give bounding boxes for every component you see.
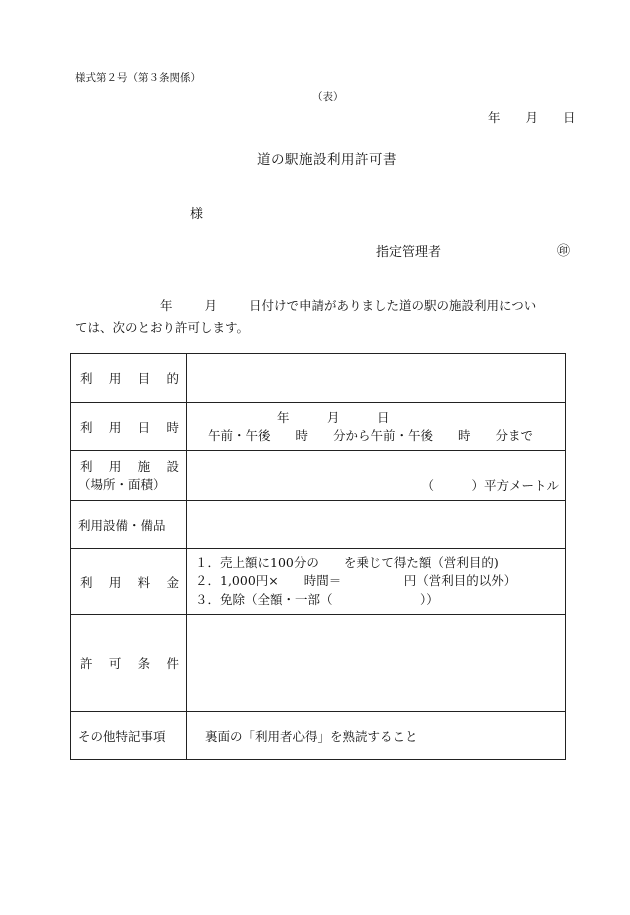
table-row-conditions — [71, 615, 566, 712]
datetime-time-range: 午前・午後 時 分から午前・午後 時 分まで — [208, 427, 534, 443]
intro-day-text: 日付けで申請がありました道の駅の施設利用につい — [249, 298, 537, 313]
facility-value[interactable] — [187, 451, 566, 501]
fee-value[interactable] — [187, 549, 566, 615]
label-char: 用 — [108, 371, 122, 386]
notes-label-text: その他特記事項 — [78, 728, 166, 744]
fee-option-3: ３．免除（全額・一部（ ）） — [195, 591, 439, 607]
notes-text: 裏面の「利用者心得」を熟読すること — [205, 728, 418, 744]
table-row-datetime — [71, 403, 566, 451]
table-row-fee — [71, 549, 566, 615]
fee-option-2: ２．1,000円× 時間＝ 円（営利目的以外） — [195, 573, 517, 589]
table-row-notes — [71, 712, 566, 760]
label-char: 設 — [166, 459, 179, 474]
seal-mark: ㊞ — [557, 244, 571, 259]
fee-label — [71, 549, 187, 615]
table-row-equipment — [71, 501, 566, 549]
label-char: 利 — [80, 459, 93, 474]
document-title: 道の駅施設利用許可書 — [257, 152, 397, 168]
equipment-value[interactable] — [187, 501, 566, 549]
equipment-label-text: 利用設備・備品 — [78, 517, 166, 533]
label-char: 利 — [80, 371, 93, 386]
designated-manager-label: 指定管理者 — [376, 245, 442, 260]
conditions-label — [71, 615, 187, 712]
issue-date: 年 月 日 — [488, 110, 576, 125]
equipment-label — [71, 501, 187, 549]
label-char: 許 — [80, 656, 93, 671]
table-row-purpose — [71, 354, 566, 403]
notes-label — [71, 712, 187, 760]
datetime-value[interactable] — [187, 403, 566, 451]
conditions-value[interactable] — [187, 615, 566, 712]
label-char: 施 — [137, 459, 151, 474]
intro-line-1 — [160, 296, 536, 314]
label-char: 金 — [166, 574, 179, 590]
label-char: 用 — [108, 459, 122, 474]
datetime-date: 年 月 日 — [277, 409, 390, 425]
label-char: 利 — [80, 574, 93, 590]
notes-value — [187, 712, 566, 760]
label-char: 件 — [166, 656, 179, 671]
label-char: 可 — [108, 656, 122, 671]
label-char: 用 — [108, 574, 122, 590]
purpose-value[interactable] — [187, 354, 566, 403]
label-char: 目 — [137, 371, 151, 386]
label-char: 用 — [108, 419, 122, 435]
intro-line-2: ては、次のとおり許可します。 — [75, 320, 250, 335]
label-char: 料 — [137, 574, 151, 590]
recipient-suffix: 様 — [190, 207, 204, 222]
purpose-label — [71, 354, 187, 403]
facility-area: （ ）平方メートル — [421, 477, 559, 493]
intro-year: 年 — [160, 298, 173, 313]
fee-option-1: １．売上額に100分の を乗じて得た額（営利目的) — [195, 554, 499, 570]
form-number: 様式第２号（第３条関係） — [75, 72, 201, 84]
permit-table — [70, 353, 566, 760]
label-char: 利 — [80, 419, 93, 435]
label-char: 的 — [166, 371, 179, 386]
table-row-facility — [71, 451, 566, 501]
label-char: 日 — [137, 419, 151, 435]
intro-month: 月 — [204, 298, 218, 313]
label-char: 時 — [166, 419, 179, 435]
facility-label — [71, 451, 187, 501]
datetime-label — [71, 403, 187, 451]
side-label: （表） — [312, 91, 344, 103]
facility-label-sub: （場所・面積） — [78, 477, 166, 492]
label-char: 条 — [137, 656, 151, 671]
